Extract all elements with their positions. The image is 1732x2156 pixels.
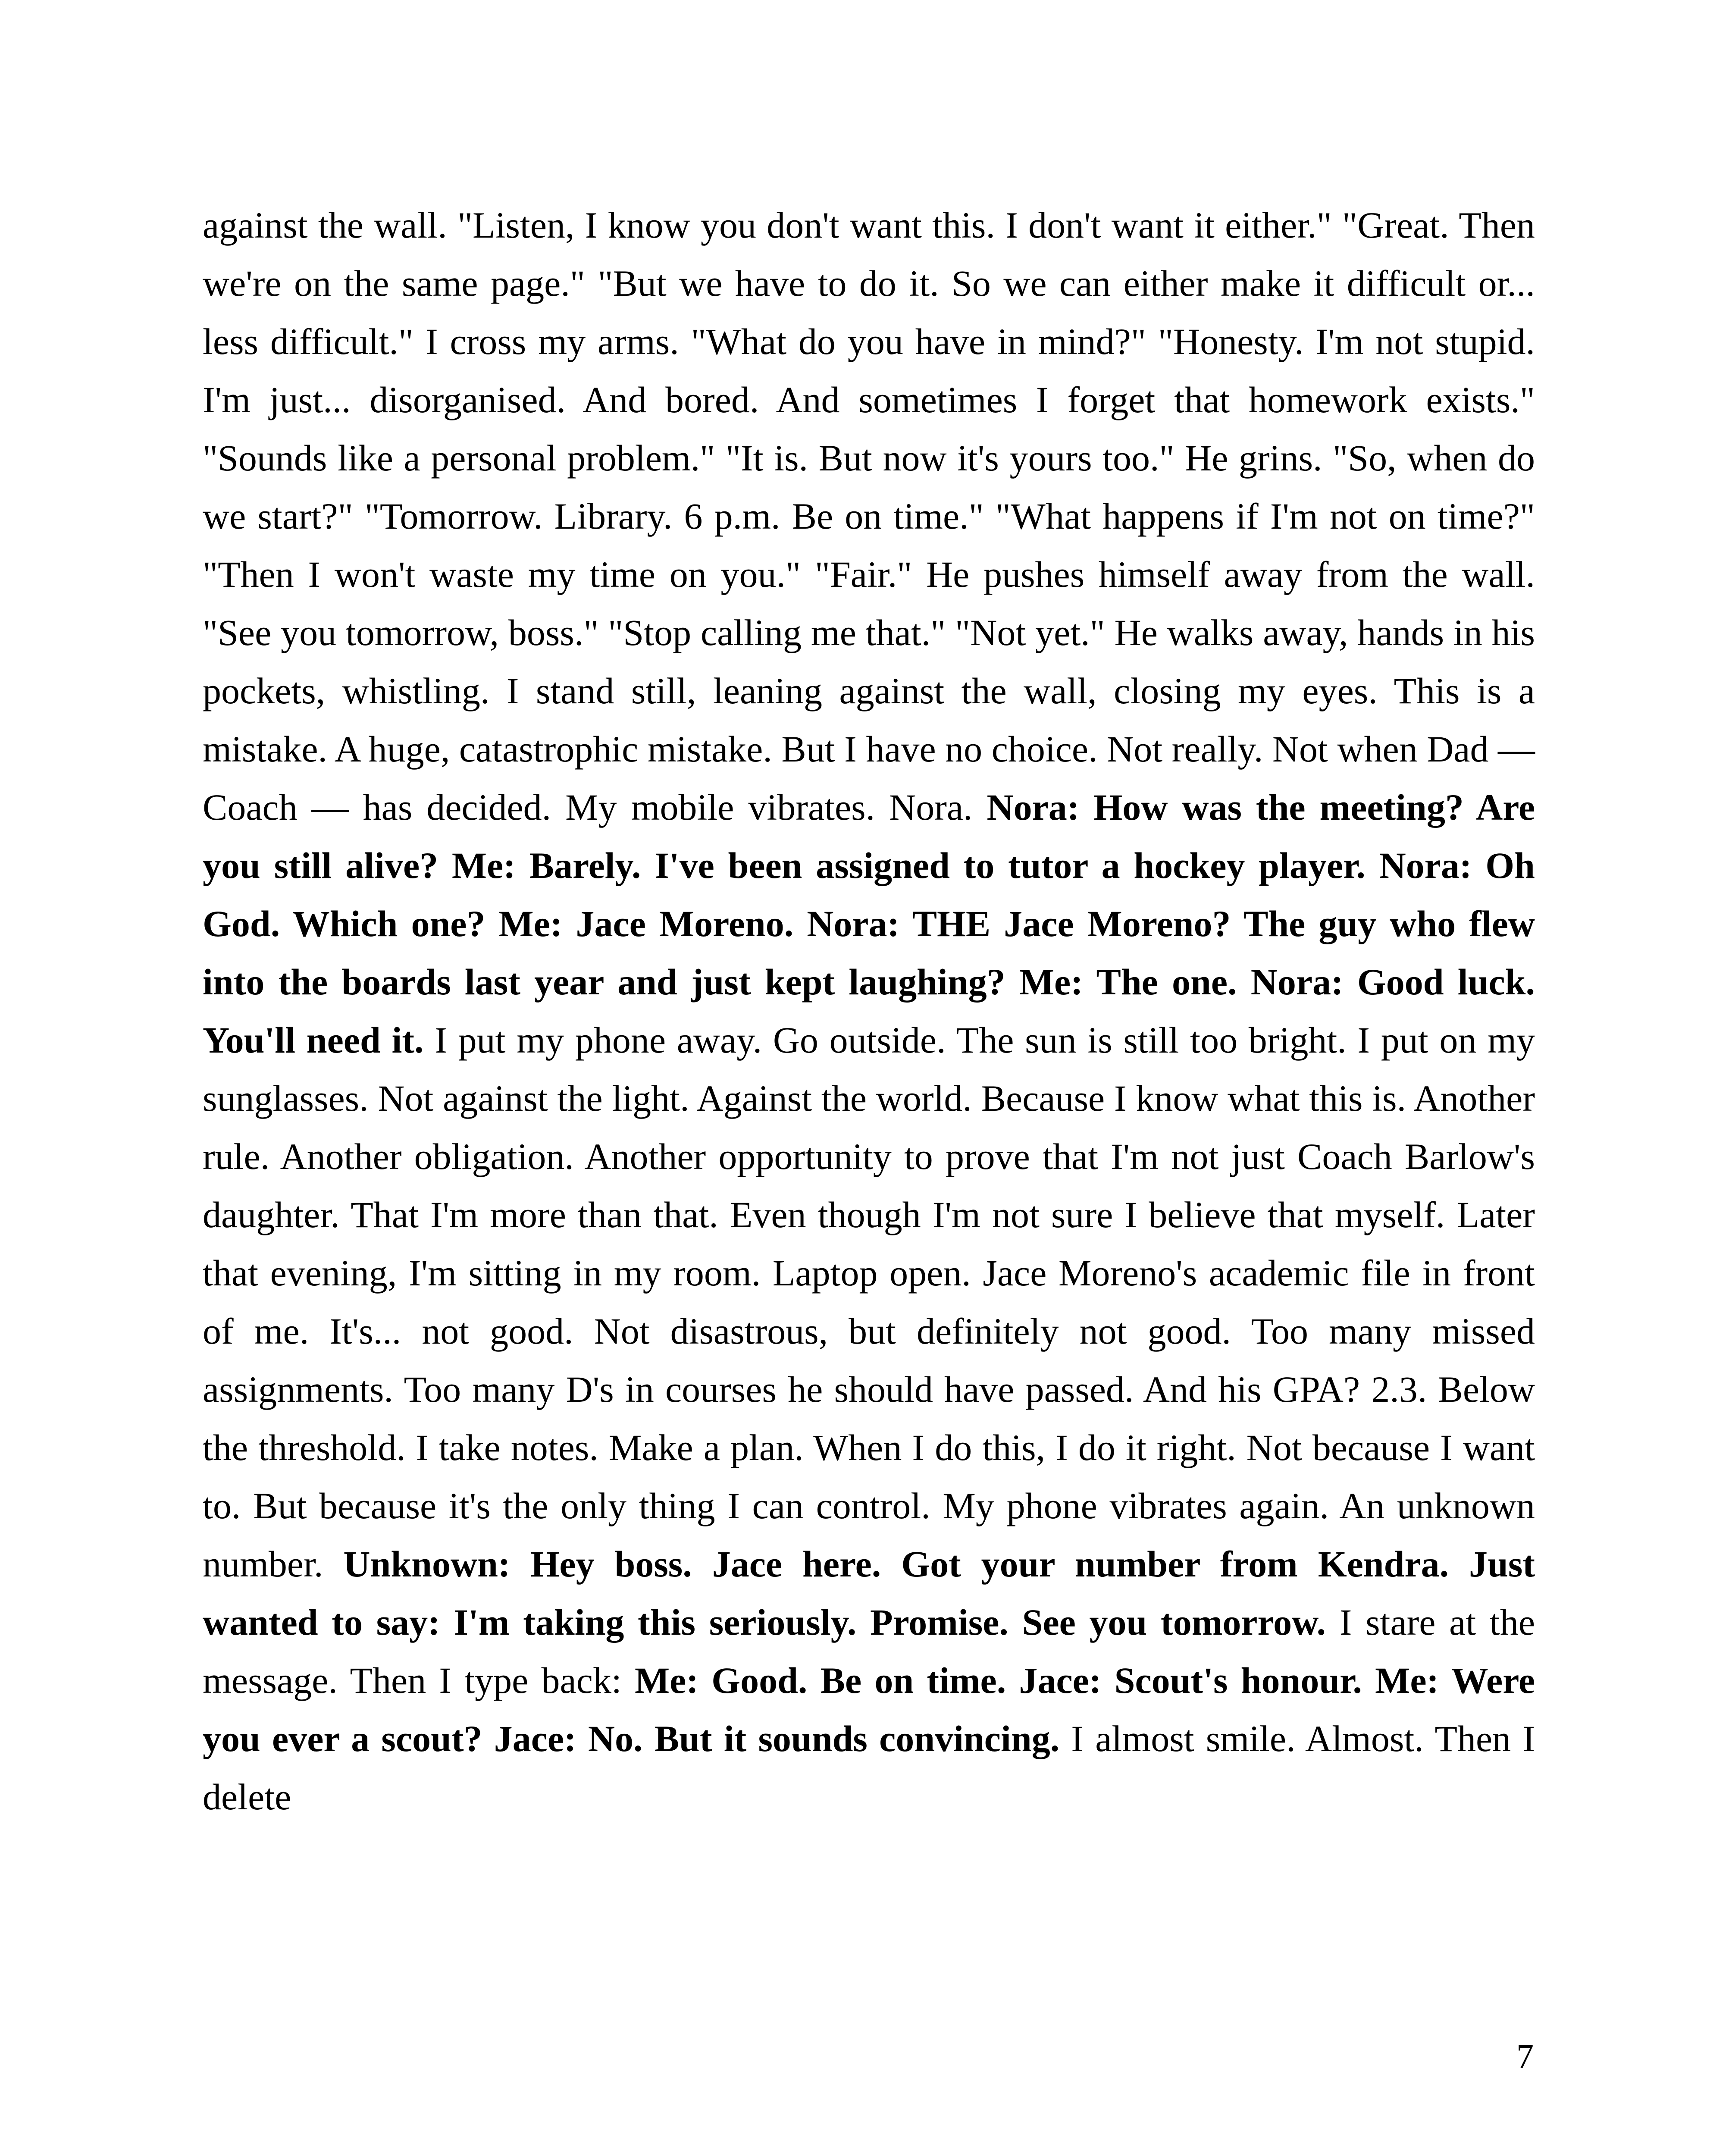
- text-segment: I put my phone away. Go outside. The sun is still too bright. I put on my sunglasses. Not against the light. Against the world. Because I know what this is. Another rule. Another obligation. Another opportunity to prove that I'm not just Coach Barlow's daughter. That I'm more than that. Even though I'm not sure I believe that myself. Later that evening, I'm sitting in my room. Laptop open. Jace Moreno's academic file in front of me. It's... not good. Not disastrous, but definitely not good. Too many missed assignments. Too many D's in courses he should have passed. And his GPA? 2.3. Below the threshold. I take notes. Make a plan. When I do this, I do it right. Not because I want to. But because it's the only thing I can control. My phone vibrates again. An unknown number.: [203, 1019, 1535, 1585]
- bold-text-messages: Nora: How was the meeting? Are you still alive? Me: Barely. I've been assigned to tutor a hockey player. Nora: Oh God. Which one? Me: Jace Moreno. Nora: THE Jace Moreno? The guy who flew into the boards last year and just kept laughing? Me: The one. Nora: Good luck. You'll need it.: [203, 787, 1535, 1061]
- bold-text-messages: Me: Good. Be on time. Jace: Scout's honour. Me: Were you ever a scout? Jace: No. But it sounds convincing.: [203, 1660, 1535, 1759]
- body-text: [203, 196, 1535, 1826]
- text-segment: I stare at the message. Then I type back:: [203, 1601, 1535, 1701]
- page-number: 7: [1516, 2038, 1534, 2076]
- text-segment: I almost smile. Almost. Then I delete: [203, 1718, 1535, 1818]
- text-segment: against the wall. "Listen, I know you don't want this. I don't want it either." "Great. Then we're on the same page." "But we have to do it. So we can either make it difficult or... less difficult." I cross my arms. "What do you have in mind?" "Honesty. I'm not stupid. I'm just... disorganised. And bored. And sometimes I forget that homework exists." "Sounds like a personal problem." "It is. But now it's yours too." He grins. "So, when do we start?" "Tomorrow. Library. 6 p.m. Be on time." "What happens if I'm not on time?" "Then I won't waste my time on you." "Fair." He pushes himself away from the wall. "See you tomorrow, boss." "Stop calling me that." "Not yet." He walks away, hands in his pockets, whistling. I stand still, leaning against the wall, closing my eyes. This is a mistake. A huge, catastrophic mistake. But I have no choice. Not really. Not when Dad — Coach — has decided. My mobile vibrates. Nora.: [203, 204, 1535, 828]
- bold-text-messages: Unknown: Hey boss. Jace here. Got your number from Kendra. Just wanted to say: I'm taking this seriously. Promise. See you tomorrow.: [203, 1543, 1535, 1643]
- paragraph: [203, 196, 1535, 1826]
